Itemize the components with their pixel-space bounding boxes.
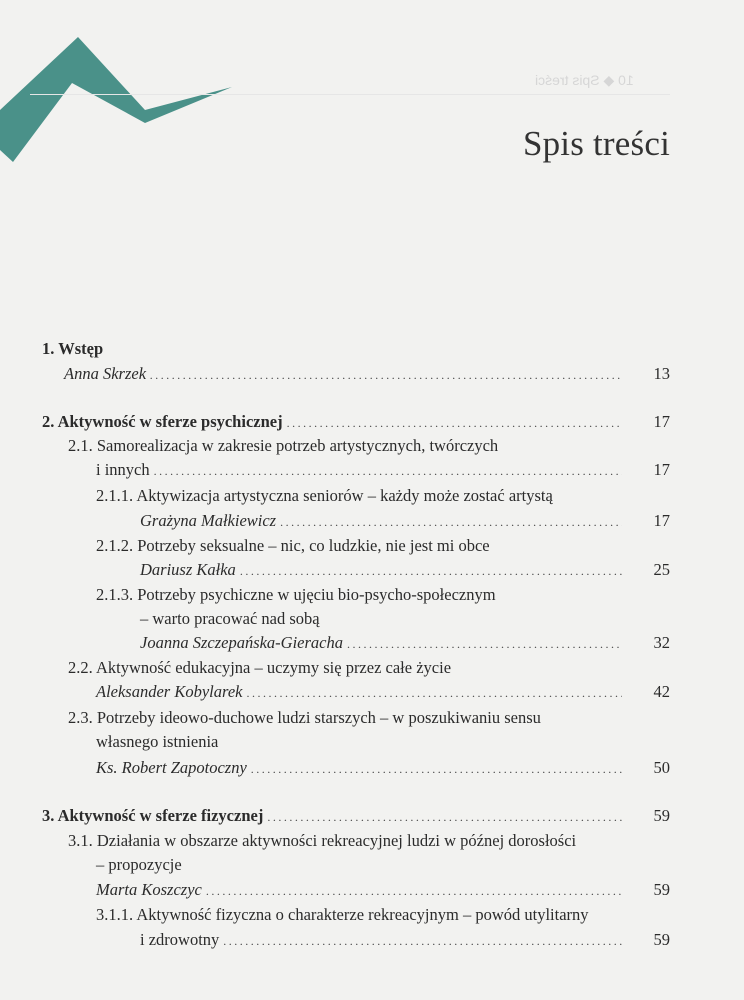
toc-chapter	[42, 338, 670, 360]
bleed-through-rule	[30, 94, 670, 95]
toc-subsection-cont	[140, 929, 670, 951]
toc-page: 17	[653, 412, 670, 431]
toc-author	[140, 559, 670, 581]
toc-page: 59	[653, 880, 670, 899]
toc-text: 3. Aktywność w sferze fizycznej	[42, 806, 264, 825]
dot-leader	[280, 511, 622, 533]
toc-chapter	[42, 411, 670, 433]
toc-subsection	[96, 904, 670, 926]
toc-text: 2.1.1. Aktywizacja artystyczna seniorów – każdy może zostać artystą	[96, 486, 553, 505]
toc-section-cont	[96, 854, 670, 876]
toc-text: 2.1.3. Potrzeby psychiczne w ujęciu bio-psycho-społecznym	[96, 585, 496, 604]
toc-text: 3.1. Działania w obszarze aktywności rekreacyjnej ludzi w późnej dorosłości	[68, 831, 577, 850]
toc-section	[96, 459, 670, 481]
toc-text: 2.2. Aktywność edukacyjna – uczymy się przez całe życie	[68, 658, 452, 677]
toc-text: Grażyna Małkiewicz	[140, 511, 277, 530]
toc-author	[140, 510, 670, 532]
dot-leader	[240, 560, 622, 582]
toc-text: 2. Aktywność w sferze psychicznej	[42, 412, 283, 431]
toc-text: – propozycje	[96, 855, 182, 874]
toc-section	[68, 830, 670, 852]
toc-text: 2.1.2. Potrzeby seksualne – nic, co ludzkie, nie jest mi obce	[96, 536, 490, 555]
toc-page: 50	[653, 758, 670, 777]
toc-text: Ks. Robert Zapotoczny	[96, 758, 247, 777]
toc-subsection	[96, 485, 670, 507]
toc-section	[68, 657, 670, 679]
dot-leader	[287, 412, 622, 434]
toc-author	[64, 363, 670, 385]
toc-text: Anna Skrzek	[64, 364, 147, 383]
dot-leader	[150, 364, 622, 386]
toc-page: 59	[653, 930, 670, 949]
toc-text: Aleksander Kobylarek	[96, 682, 243, 701]
toc-author	[96, 879, 670, 901]
toc-page: 42	[653, 682, 670, 701]
dot-leader	[154, 460, 622, 482]
toc-text: 2.3. Potrzeby ideowo-duchowe ludzi starszych – w poszukiwaniu sensu	[68, 708, 541, 727]
toc-page: 25	[653, 560, 670, 579]
toc-page: 32	[653, 633, 670, 652]
dot-leader	[267, 806, 622, 828]
toc-text: Joanna Szczepańska-Gieracha	[140, 633, 343, 652]
toc-section-cont	[96, 731, 670, 753]
toc-section	[68, 707, 670, 729]
toc-text: własnego istnienia	[96, 732, 219, 751]
toc-author	[96, 757, 670, 779]
toc-subsection	[96, 584, 670, 606]
toc-text: 3.1.1. Aktywność fizyczna o charakterze rekreacyjnym – powód utylitarny	[96, 905, 589, 924]
page-title: Spis treści	[522, 124, 670, 163]
dot-leader	[347, 633, 622, 655]
toc-page: 17	[653, 460, 670, 479]
dot-leader	[223, 930, 622, 952]
toc-section	[68, 435, 670, 457]
toc-page: 59	[653, 806, 670, 825]
toc-page: 17	[653, 511, 670, 530]
toc-text: i innych	[96, 460, 150, 479]
dot-leader	[251, 758, 622, 780]
toc-text: 2.1. Samorealizacja w zakresie potrzeb artystycznych, twórczych	[68, 436, 499, 455]
toc-text: – warto pracować nad sobą	[140, 609, 320, 628]
toc-text: i zdrowotny	[140, 930, 220, 949]
toc-subsection-cont	[140, 608, 670, 630]
toc-author	[96, 681, 670, 703]
decorative-zigzag	[0, 0, 340, 180]
dot-leader	[246, 682, 622, 704]
toc-chapter	[42, 805, 670, 827]
bleed-through-header: 10 ◆ Spis treści	[535, 72, 634, 88]
toc-subsection	[96, 535, 670, 557]
dot-leader	[206, 880, 622, 902]
toc-author	[140, 632, 670, 654]
toc-text: 1. Wstęp	[42, 339, 104, 358]
toc-text: Marta Koszczyc	[96, 880, 202, 899]
toc-text: Dariusz Kałka	[140, 560, 236, 579]
toc-page: 13	[653, 364, 670, 383]
